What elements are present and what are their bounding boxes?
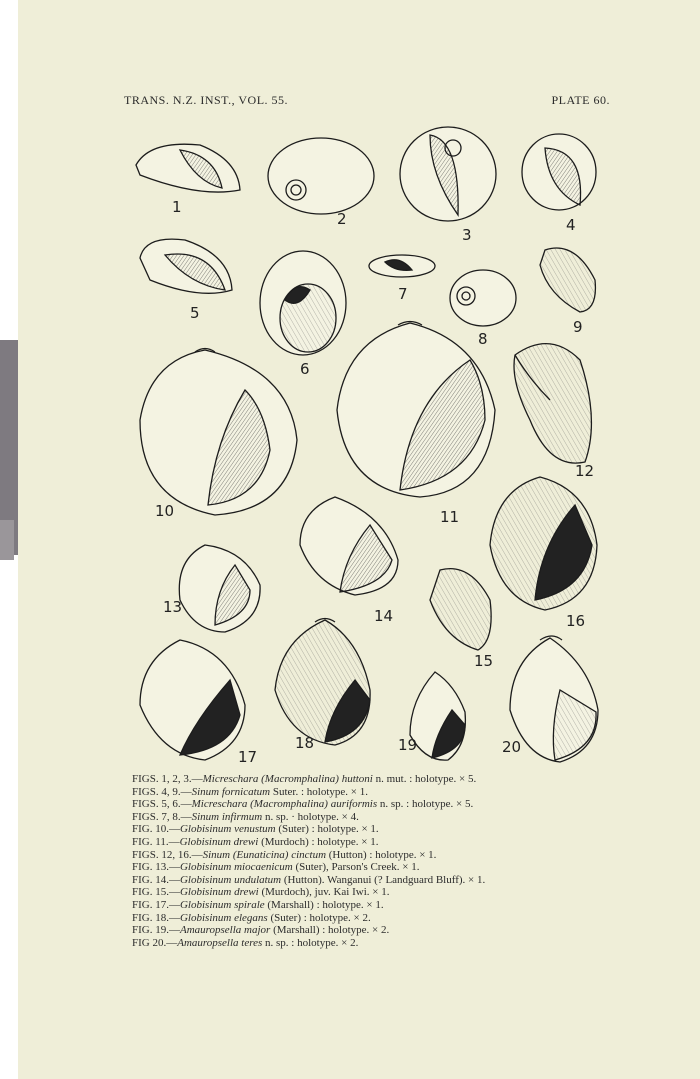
caption-line: FIGS. 12, 16.—Sinum (Eunaticina) cinctum (Hutton) : holotype. × 1. bbox=[132, 848, 437, 861]
shell-figure-19 bbox=[410, 672, 465, 760]
shell-figure-7 bbox=[369, 255, 435, 277]
shell-figure-4 bbox=[522, 134, 596, 210]
caption-line: FIG. 15.—Globisinum drewi (Murdoch), juv. Kai Iwi. × 1. bbox=[132, 886, 390, 899]
shell-figure-15 bbox=[430, 569, 491, 650]
fig-label: 18 bbox=[295, 734, 315, 752]
fig-label: 5 bbox=[190, 304, 200, 322]
journal-header: TRANS. N.Z. INST., VOL. 55. bbox=[124, 93, 289, 107]
fig-label: 1 bbox=[172, 198, 182, 216]
caption-line: FIG. 17.—Globisinum spirale (Marshall) : holotype. × 1. bbox=[132, 898, 384, 911]
fig-label: 13 bbox=[163, 598, 183, 616]
caption-line: FIG 20.—Amauropsella teres n. sp. : holotype. × 2. bbox=[132, 936, 359, 949]
shell-figure-6 bbox=[260, 251, 346, 355]
fig-label: 15 bbox=[474, 652, 494, 670]
shell-figure-10 bbox=[140, 349, 297, 516]
caption-line: FIG. 13.—Globisinum miocaenicum (Suter), Parson's Creek. × 1. bbox=[132, 861, 420, 874]
fig-label: 12 bbox=[575, 462, 595, 480]
shell-figure-5 bbox=[140, 239, 232, 293]
caption-line: FIGS. 1, 2, 3.—Micreschara (Macromphalina) huttoni n. mut. : holotype. × 5. bbox=[132, 773, 477, 785]
shell-figure-2 bbox=[268, 138, 374, 214]
shell-figure-16 bbox=[490, 477, 597, 610]
caption-line: FIG. 10.—Globisinum venustum (Suter) : holotype. × 1. bbox=[132, 823, 379, 836]
fig-label: 9 bbox=[573, 318, 583, 336]
shell-figure-8 bbox=[450, 270, 516, 326]
caption-line: FIG. 11.—Globisinum drewi (Murdoch) : holotype. × 1. bbox=[132, 835, 379, 848]
shell-figure-14 bbox=[300, 497, 398, 595]
fig-label: 2 bbox=[337, 210, 347, 228]
fig-label: 6 bbox=[300, 360, 310, 378]
caption-line: FIG. 19.—Amauropsella major (Marshall) : holotype. × 2. bbox=[132, 924, 390, 937]
fig-label: 17 bbox=[238, 748, 258, 766]
shell-figure-9 bbox=[540, 248, 595, 312]
shell-figure-1 bbox=[136, 144, 240, 192]
fig-label: 11 bbox=[440, 508, 460, 526]
shell-figure-18 bbox=[275, 619, 370, 746]
fig-label: 8 bbox=[478, 330, 488, 348]
shell-figure-11 bbox=[337, 322, 495, 498]
shell-figure-3 bbox=[400, 127, 496, 221]
shell-figure-12 bbox=[514, 344, 591, 463]
fig-label: 14 bbox=[374, 607, 394, 625]
fig-label: 4 bbox=[566, 216, 576, 234]
shell-figure-13 bbox=[179, 545, 260, 632]
caption-line: FIG. 18.—Globisinum elegans (Suter) : holotype. × 2. bbox=[132, 911, 371, 924]
plate-number: PLATE 60. bbox=[551, 93, 610, 107]
caption-line: FIGS. 5, 6.—Micreschara (Macromphalina) auriformis n. sp. : holotype. × 5. bbox=[132, 798, 474, 811]
fig-label: 3 bbox=[462, 226, 472, 244]
caption-line: FIGS. 4, 9.—Sinum fornicatum Suter. : holotype. × 1. bbox=[132, 785, 368, 798]
fig-label: 20 bbox=[502, 738, 522, 756]
caption-line: FIGS. 7, 8.—Sinum infirmum n. sp. · holotype. × 4. bbox=[132, 810, 359, 823]
fig-label: 10 bbox=[155, 502, 175, 520]
shell-figure-17 bbox=[140, 640, 245, 760]
shell-figure-20 bbox=[510, 636, 598, 762]
figure-captions bbox=[132, 773, 652, 949]
caption-line: FIG. 14.—Globisinum undulatum (Hutton). Wanganui (? Landguard Bluff). × 1. bbox=[132, 873, 486, 886]
fig-label: 19 bbox=[398, 736, 418, 754]
fig-label: 16 bbox=[566, 612, 586, 630]
fig-label: 7 bbox=[398, 285, 408, 303]
